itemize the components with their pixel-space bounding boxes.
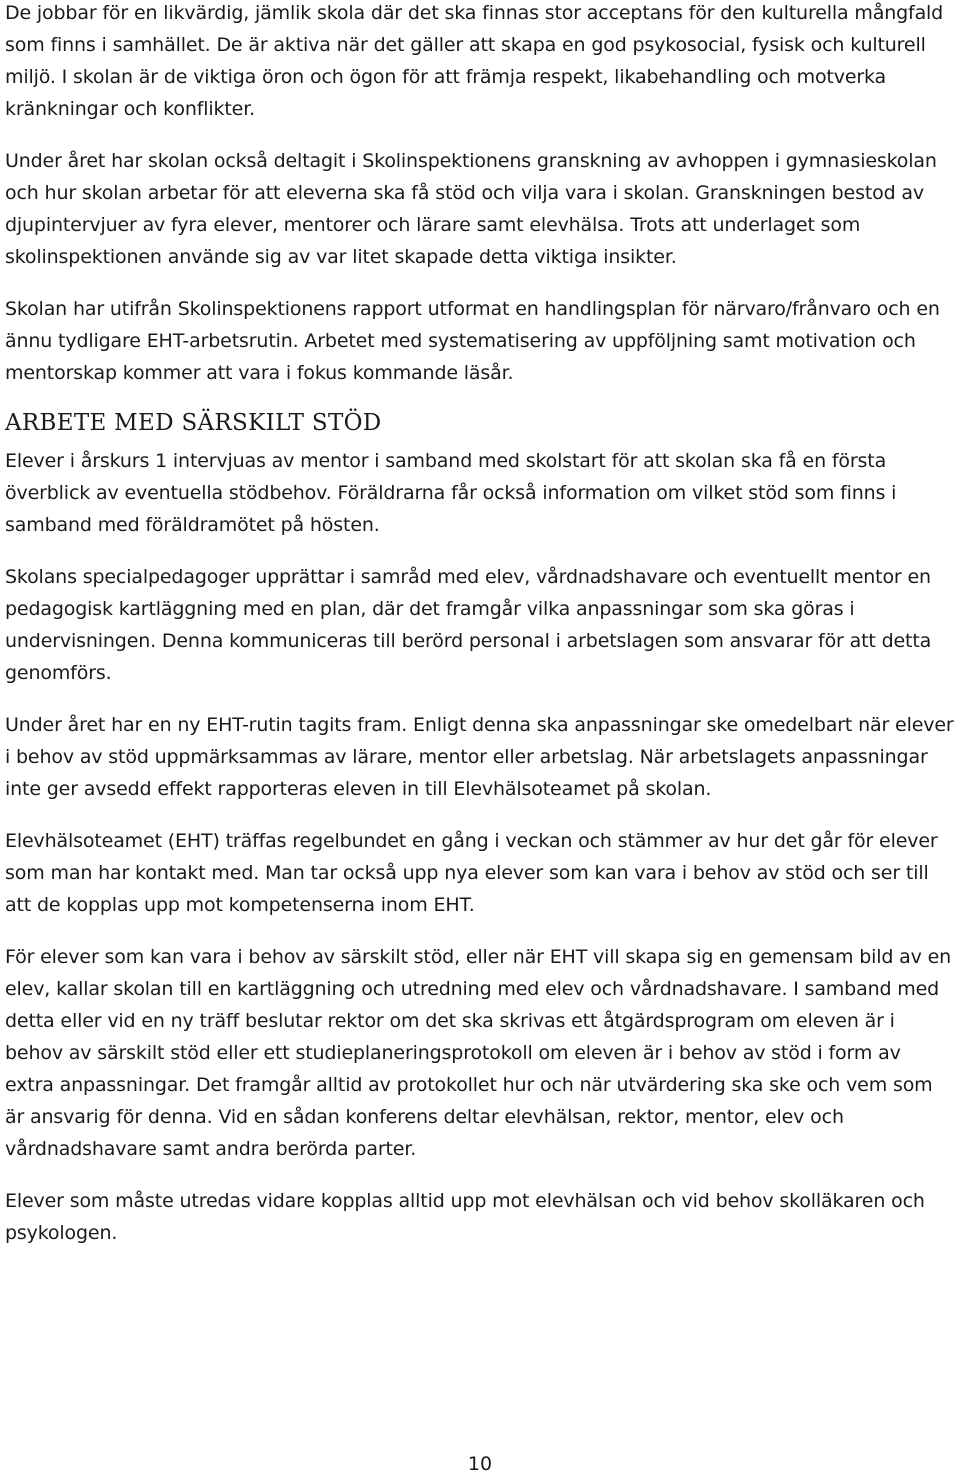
paragraph-special-educators: Skolans specialpedagoger upprättar i samråd med elev, vårdnadshavare och eventuellt mentor en pedagogisk kartläggning med en plan, där det framgår vilka anpassningar som ska göras i undervisningen. Denna kommuniceras till berörd personal i arbetslagen som ansvarar för att detta genomförs. — [5, 566, 932, 684]
paragraph-assessment-process: För elever som kan vara i behov av särskilt stöd, eller när EHT vill skapa sig en gemensam bild av en elev, kallar skolan till en kartläggning och utredning med elev och vårdnadshavare. I samband med detta eller vid en ny träff beslutar rektor om det ska skrivas ett åtgärdsprogram om eleven är i behov av särskilt stöd eller ett studieplaneringsprotokoll om eleven är i behov av stöd i form av extra anpassningar. Det framgår alltid av protokollet hur och när utvärdering ska ske och vem som är ansvarig för denna. Vid en sådan konferens deltar elevhälsan, rektor, mentor, elev och vårdnadshavare samt andra berörda parter. — [5, 946, 952, 1160]
document-page — [5, 0, 955, 1249]
page-number: 10 — [467, 1453, 493, 1475]
paragraph-eht-meetings: Elevhälsoteamet (EHT) träffas regelbundet en gång i veckan och stämmer av hur det går för elever som man har kontakt med. Man tar också upp nya elever som kan vara i behov av stöd och ser till att de kopplas upp mot kompetenserna inom EHT. — [5, 830, 938, 916]
paragraph-new-eht-routine: Under året har en ny EHT-rutin tagits fram. Enligt denna ska anpassningar ske omedelbart när elever i behov av stöd uppmärksammas av lärare, mentor eller arbetslag. När arbetslagets anpassningar inte ger avsedd effekt rapporteras eleven in till Elevhälsoteamet på skolan. — [5, 714, 954, 800]
section-heading-special-support: ARBETE MED SÄRSKILT STÖD — [5, 410, 382, 436]
paragraph-cultural-diversity: De jobbar för en likvärdig, jämlik skola där det ska finnas stor acceptans för den kulturella mångfald som finns i samhället. De är aktiva när det gäller att skapa en god psykosocial, fysisk och kulturell miljö. I skolan är de viktiga öron och ögon för att främja respekt, likabehandling och motverka kränkningar och konflikter. — [5, 2, 944, 120]
paragraph-further-investigation: Elever som måste utredas vidare kopplas alltid upp mot elevhälsan och vid behov skolläkaren och psykologen. — [5, 1190, 925, 1244]
paragraph-action-plan: Skolan har utifrån Skolinspektionens rapport utformat en handlingsplan för närvaro/frånvaro och en ännu tydligare EHT-arbetsrutin. Arbetet med systematisering av uppföljning samt motivation och mentorskap kommer att vara i fokus kommande läsår. — [5, 298, 940, 384]
paragraph-inspection-review: Under året har skolan också deltagit i Skolinspektionens granskning av avhoppen i gymnasieskolan och hur skolan arbetar för att eleverna ska få stöd och vilja vara i skolan. Granskningen bestod av djupintervjuer av fyra elever, mentorer och lärare samt elevhälsa. Trots att underlaget som skolinspektionen använde sig av var litet skapade detta viktiga insikter. — [5, 150, 937, 268]
paragraph-year1-interviews: Elever i årskurs 1 intervjuas av mentor i samband med skolstart för att skolan ska få en första överblick av eventuella stödbehov. Föräldrarna får också information om vilket stöd som finns i samband med föräldramötet på hösten. — [5, 450, 897, 536]
